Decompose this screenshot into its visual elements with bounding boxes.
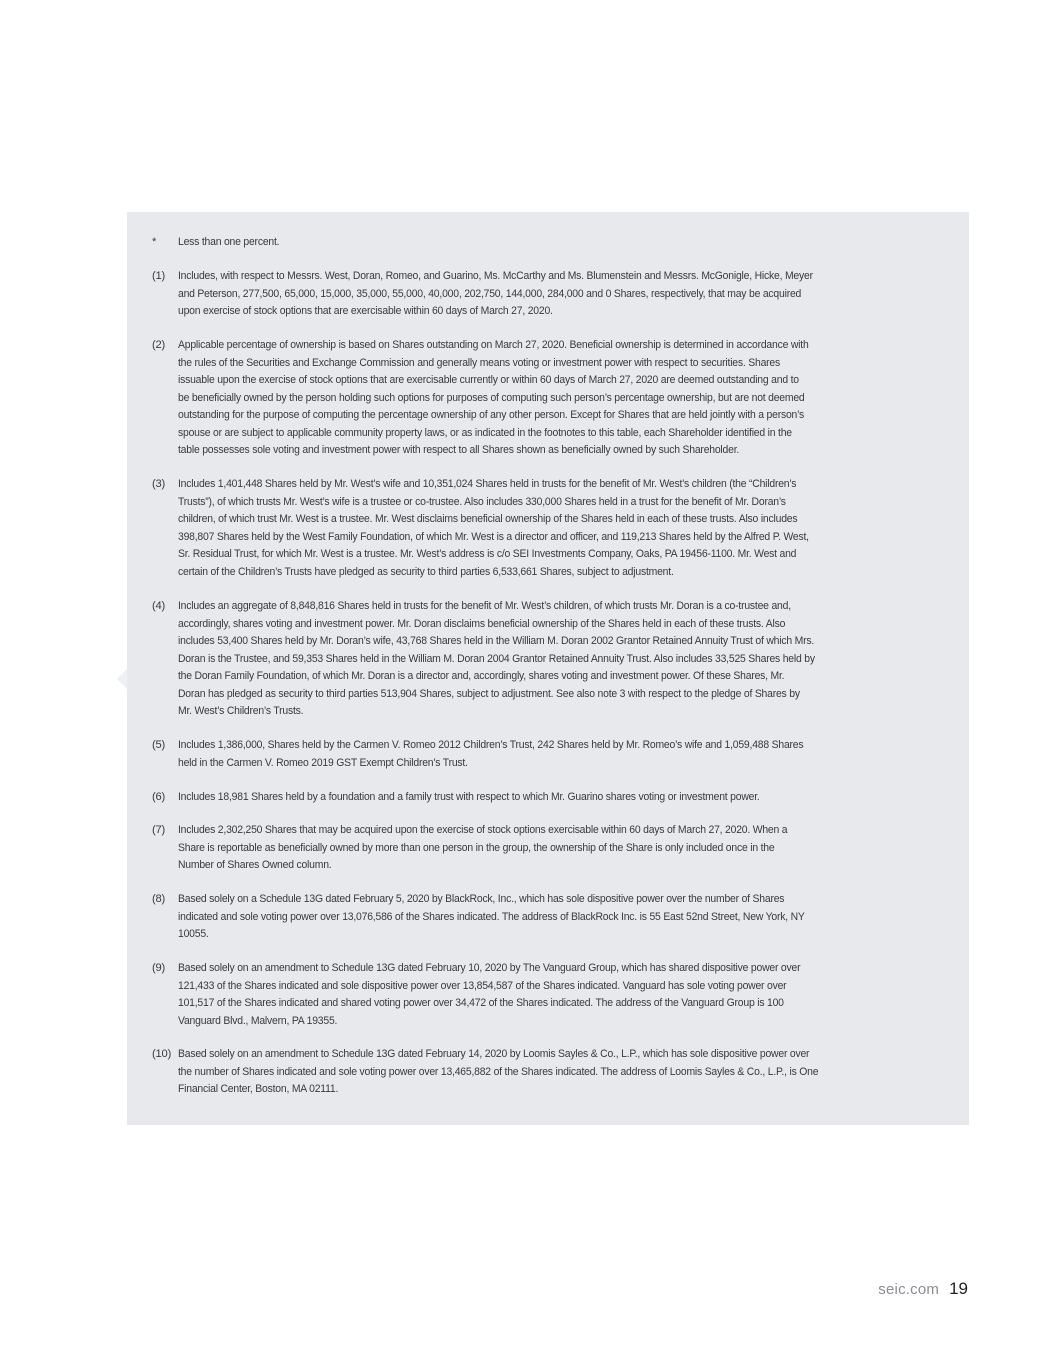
footnote-line: Includes, with respect to Messrs. West, Doran, Romeo, and Guarino, Ms. McCarthy and Ms. Blumenstein and Messrs. McGonigle, Hicke, Meyer (178, 270, 813, 282)
footnote-line: Includes 1,401,448 Shares held by Mr. West’s wife and 10,351,024 Shares held in trusts for the benefit of Mr. West’s children (the “Children’s (178, 478, 797, 490)
section-pointer-notch (117, 669, 127, 689)
page-number: 19 (949, 1279, 968, 1298)
footnote-line: Doran is the Trustee, and 59,353 Shares held in the William M. Doran 2004 Grantor Retained Annuity Trust. Also includes 33,525 Shares held by (178, 652, 815, 665)
footnote-line: Includes 1,386,000, Shares held by the Carmen V. Romeo 2012 Children’s Trust, 242 Shares held by Mr. Romeo’s wife and 1,059,488 Shares (178, 739, 804, 751)
page-footer (878, 1279, 968, 1299)
footnote-text (178, 891, 968, 944)
footnote-line: certain of the Children’s Trusts have pledged as security to third parties 6,533,661 Shares, subject to adjustment. (178, 565, 674, 578)
footnote-line: Doran has pledged as security to third parties 513,904 Shares, subject to adjustment. See also note 3 with respect to the pledge of Shares by (178, 687, 800, 700)
footnote-text (178, 476, 968, 581)
footnote-line: spouse or are subject to applicable community property laws, or as indicated in the footnotes to this table, each Shareholder identified in the (178, 426, 792, 439)
footnote-line: Includes 2,302,250 Shares that may be acquired upon the exercise of stock options exercisable within 60 days of March 27, 2020. When a (178, 824, 788, 836)
footnote-line: the Doran Family Foundation, of which Mr. Doran is a director and, accordingly, shares voting and investment power. Of these Shares, Mr. (178, 670, 785, 682)
footnote-line: Sr. Residual Trust, for which Mr. West is a trustee. Mr. West’s address is c/o SEI Investments Company, Oaks, PA 19456-1100. Mr. West and (178, 548, 797, 560)
footnote-marker: (6) (152, 791, 166, 803)
footnote-text (178, 1046, 968, 1099)
footnote-line: 398,807 Shares held by the West Family Foundation, of which Mr. West is a director and officer, and 119,213 Shares held by the Alfred P. West, (178, 530, 809, 543)
footnote-line: table possesses sole voting and investment power with respect to all Shares shown as beneficially owned by such Shareholder. (178, 444, 740, 456)
footnote-marker: (4) (152, 600, 166, 612)
footnote-marker: (5) (152, 739, 166, 751)
footnote-marker: * (152, 236, 157, 248)
footnote-line: accordingly, shares voting and investment power. Mr. Doran disclaims beneficial ownership of the Shares held in each of these trusts. Also (178, 617, 786, 630)
footnote-text (178, 337, 968, 460)
footnote-line: the number of Shares indicated and sole voting power over 13,465,882 of the Shares indicated. The address of Loomis Sayles & Co., L.P., is One (178, 1065, 819, 1078)
footnote-line: Share is reportable as beneficially owned by more than one person in the group, the ownership of the Share is only included once in the (178, 841, 775, 854)
footnote-marker: (9) (152, 962, 166, 974)
footnote-line: Mr. West’s Children’s Trusts. (178, 705, 304, 717)
footer-site-link[interactable]: seic.com (878, 1281, 940, 1298)
footnote-text (178, 234, 968, 252)
footnote-line: Financial Center, Boston, MA 02111. (178, 1083, 339, 1095)
footnote-line: includes 53,400 Shares held by Mr. Doran’s wife, 43,768 Shares held in the William M. Doran 2002 Grantor Retained Annuity Trust of which Mrs. (178, 635, 815, 647)
footnote-text (178, 268, 968, 321)
footnote-line: Based solely on an amendment to Schedule 13G dated February 10, 2020 by The Vanguard Group, which has shared dispositive power over (178, 962, 801, 974)
footnote-text (178, 960, 968, 1030)
footnote-line: be beneficially owned by the person holding such options for purposes of computing such person’s percentage ownership, but are not deemed (178, 391, 805, 404)
footnote-text (178, 822, 968, 875)
footnote-line: upon exercise of stock options that are exercisable within 60 days of March 27, 2020. (178, 305, 553, 317)
footnote-line: held in the Carmen V. Romeo 2019 GST Exempt Children’s Trust. (178, 756, 468, 769)
footnote-line: 10055. (178, 928, 209, 940)
footnote-text (178, 598, 968, 721)
footnote-line: Vanguard Blvd., Malvern, PA 19355. (178, 1014, 338, 1027)
footnote-line: issuable upon the exercise of stock options that are exercisable currently or within 60 days of March 27, 2020 are deemed outstanding and to (178, 374, 799, 386)
footnote-line: Includes an aggregate of 8,848,816 Shares held in trusts for the benefit of Mr. West’s children, of which trusts Mr. Doran is a co-trustee and, (178, 600, 791, 612)
footnote-marker: (10) (152, 1048, 172, 1060)
footnote-line: outstanding for the purpose of computing the percentage ownership of any other person. Except for Shares that are held jointly with a person’s (178, 409, 805, 421)
footnote-line: the rules of the Securities and Exchange Commission and generally means voting or investment power with respect to securities. Shares (178, 356, 781, 369)
footnote-marker: (3) (152, 478, 166, 490)
footnote-line: and Peterson, 277,500, 65,000, 15,000, 35,000, 55,000, 40,000, 202,750, 144,000, 284,000 and 0 Shares, respectively, that may be acquired (178, 287, 802, 300)
footnote-line: Based solely on a Schedule 13G dated February 5, 2020 by BlackRock, Inc., which has sole dispositive power over the number of Shares (178, 893, 785, 905)
footnotes-panel (127, 212, 969, 1125)
footnote-line: 121,433 of the Shares indicated and sole dispositive power over 13,854,587 of the Shares indicated. Vanguard has sole voting power over (178, 979, 787, 992)
footnote-text (178, 737, 968, 772)
footnote-marker: (8) (152, 893, 166, 905)
footnote-line: Applicable percentage of ownership is based on Shares outstanding on March 27, 2020. Beneficial ownership is determined in accordance with (178, 339, 809, 351)
footnote-marker: (2) (152, 339, 166, 351)
footnote-line: children, of which trust Mr. West is a trustee. Mr. West disclaims beneficial ownership of the Shares held in each of these trusts. Also includes (178, 513, 798, 525)
footnote-line: Trusts”), of which trusts Mr. West’s wife is a trustee or co-trustee. Also includes 330,000 Shares held in a trust for the benefit of Mr. Doran’s (178, 495, 786, 508)
footnote-line: Less than one percent. (178, 236, 280, 248)
footnote-line: 101,517 of the Shares indicated and shared voting power over 34,472 of the Shares indicated. The address of the Vanguard Group is 100 (178, 997, 784, 1009)
footnote-marker: (1) (152, 270, 166, 282)
footnote-marker: (7) (152, 824, 166, 836)
footnote-line: Number of Shares Owned column. (178, 859, 332, 871)
footnote-line: Includes 18,981 Shares held by a foundation and a family trust with respect to which Mr. Guarino shares voting or investment power. (178, 791, 760, 803)
footnote-line: Based solely on an amendment to Schedule 13G dated February 14, 2020 by Loomis Sayles & Co., L.P., which has sole dispositive power over (178, 1048, 810, 1060)
footnote-line: indicated and sole voting power over 13,076,586 of the Shares indicated. The address of BlackRock Inc. is 55 East 52nd Street, New York, NY (178, 910, 805, 923)
footnote-text (178, 789, 968, 807)
